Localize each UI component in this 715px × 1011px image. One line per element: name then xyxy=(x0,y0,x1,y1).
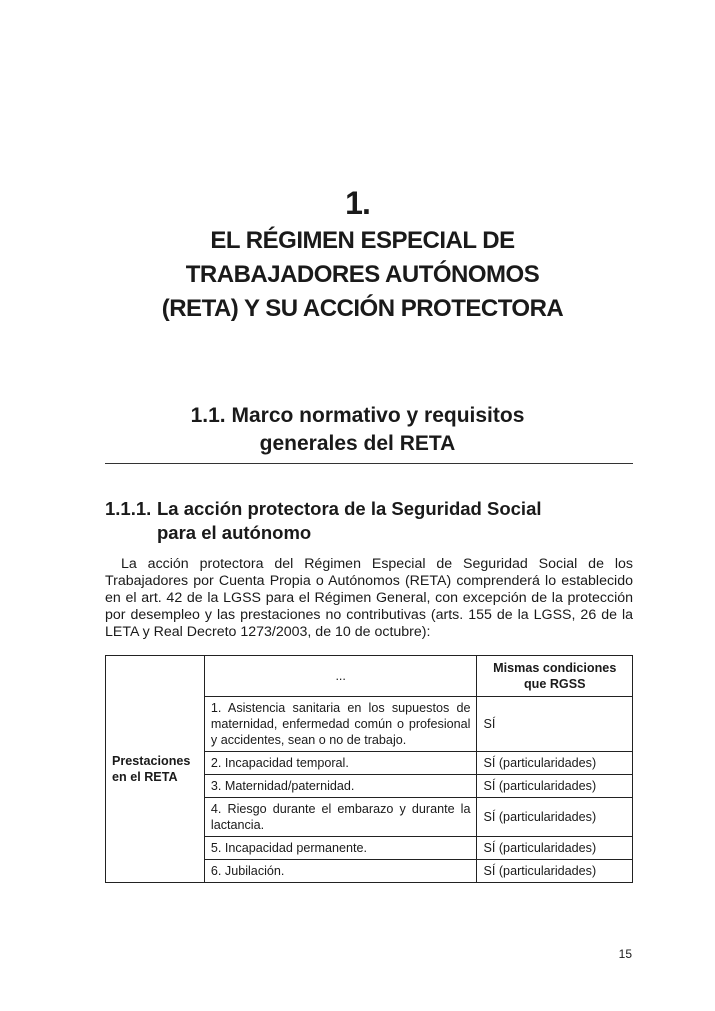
section-divider xyxy=(105,463,633,464)
chapter-title-line: EL RÉGIMEN ESPECIAL DE xyxy=(210,227,515,254)
section-title-line: 1.1. Marco normativo y requisitos xyxy=(190,404,525,427)
benefit-cell: 2. Incapacidad temporal. xyxy=(204,752,477,775)
section-title-line: generales del RETA xyxy=(259,432,456,455)
subsection-title xyxy=(105,497,633,545)
condition-cell: SÍ (particularidades) xyxy=(477,798,633,837)
subsection-number: 1.1.1. xyxy=(105,498,152,519)
chapter-title xyxy=(90,224,635,326)
condition-cell: SÍ (particularidades) xyxy=(477,775,633,798)
condition-cell: SÍ (particularidades) xyxy=(477,837,633,860)
chapter-title-line: TRABAJADORES AUTÓNOMOS xyxy=(185,261,540,288)
chapter-number: 1. xyxy=(345,185,370,221)
condition-cell: SÍ (particularidades) xyxy=(477,752,633,775)
benefit-cell: 1. Asistencia sanitaria en los supuestos de maternidad, enfermedad común o profesional y accidentes, sean o no de trabajo. xyxy=(204,697,477,752)
table-header-row xyxy=(106,656,633,697)
page-number: 15 xyxy=(618,947,632,961)
chapter-title-line: (RETA) Y SU ACCIÓN PROTECTORA xyxy=(161,295,564,322)
column-header: ... xyxy=(204,656,477,697)
row-header-cell: Prestaciones en el RETA xyxy=(106,656,205,883)
body-paragraph: La acción protectora del Régimen Especial de Seguridad Social de los Trabajadores por Cuenta Propia o Autónomos (RETA) comprenderá lo establecido en el art. 42 de la LGSS para el Régimen General, con excepción de la protección por desempleo y las prestaciones no contributivas (arts. 155 de la LGSS, 26 de la LETA y Real Decreto 1273/2003, de 10 de octubre): xyxy=(105,556,633,640)
condition-cell: SÍ (particularidades) xyxy=(477,860,633,883)
subsection-title-line: La acción protectora de la Seguridad Social xyxy=(157,498,542,519)
benefit-cell: 5. Incapacidad permanente. xyxy=(204,837,477,860)
condition-cell: SÍ xyxy=(477,697,633,752)
column-header: Mismas condiciones que RGSS xyxy=(477,656,633,697)
benefits-table xyxy=(105,655,633,883)
subsection-title-line: para el autónomo xyxy=(157,522,312,543)
benefit-cell: 3. Maternidad/paternidad. xyxy=(204,775,477,798)
section-title xyxy=(140,402,575,458)
benefit-cell: 6. Jubilación. xyxy=(204,860,477,883)
benefit-cell: 4. Riesgo durante el embarazo y durante la lactancia. xyxy=(204,798,477,837)
